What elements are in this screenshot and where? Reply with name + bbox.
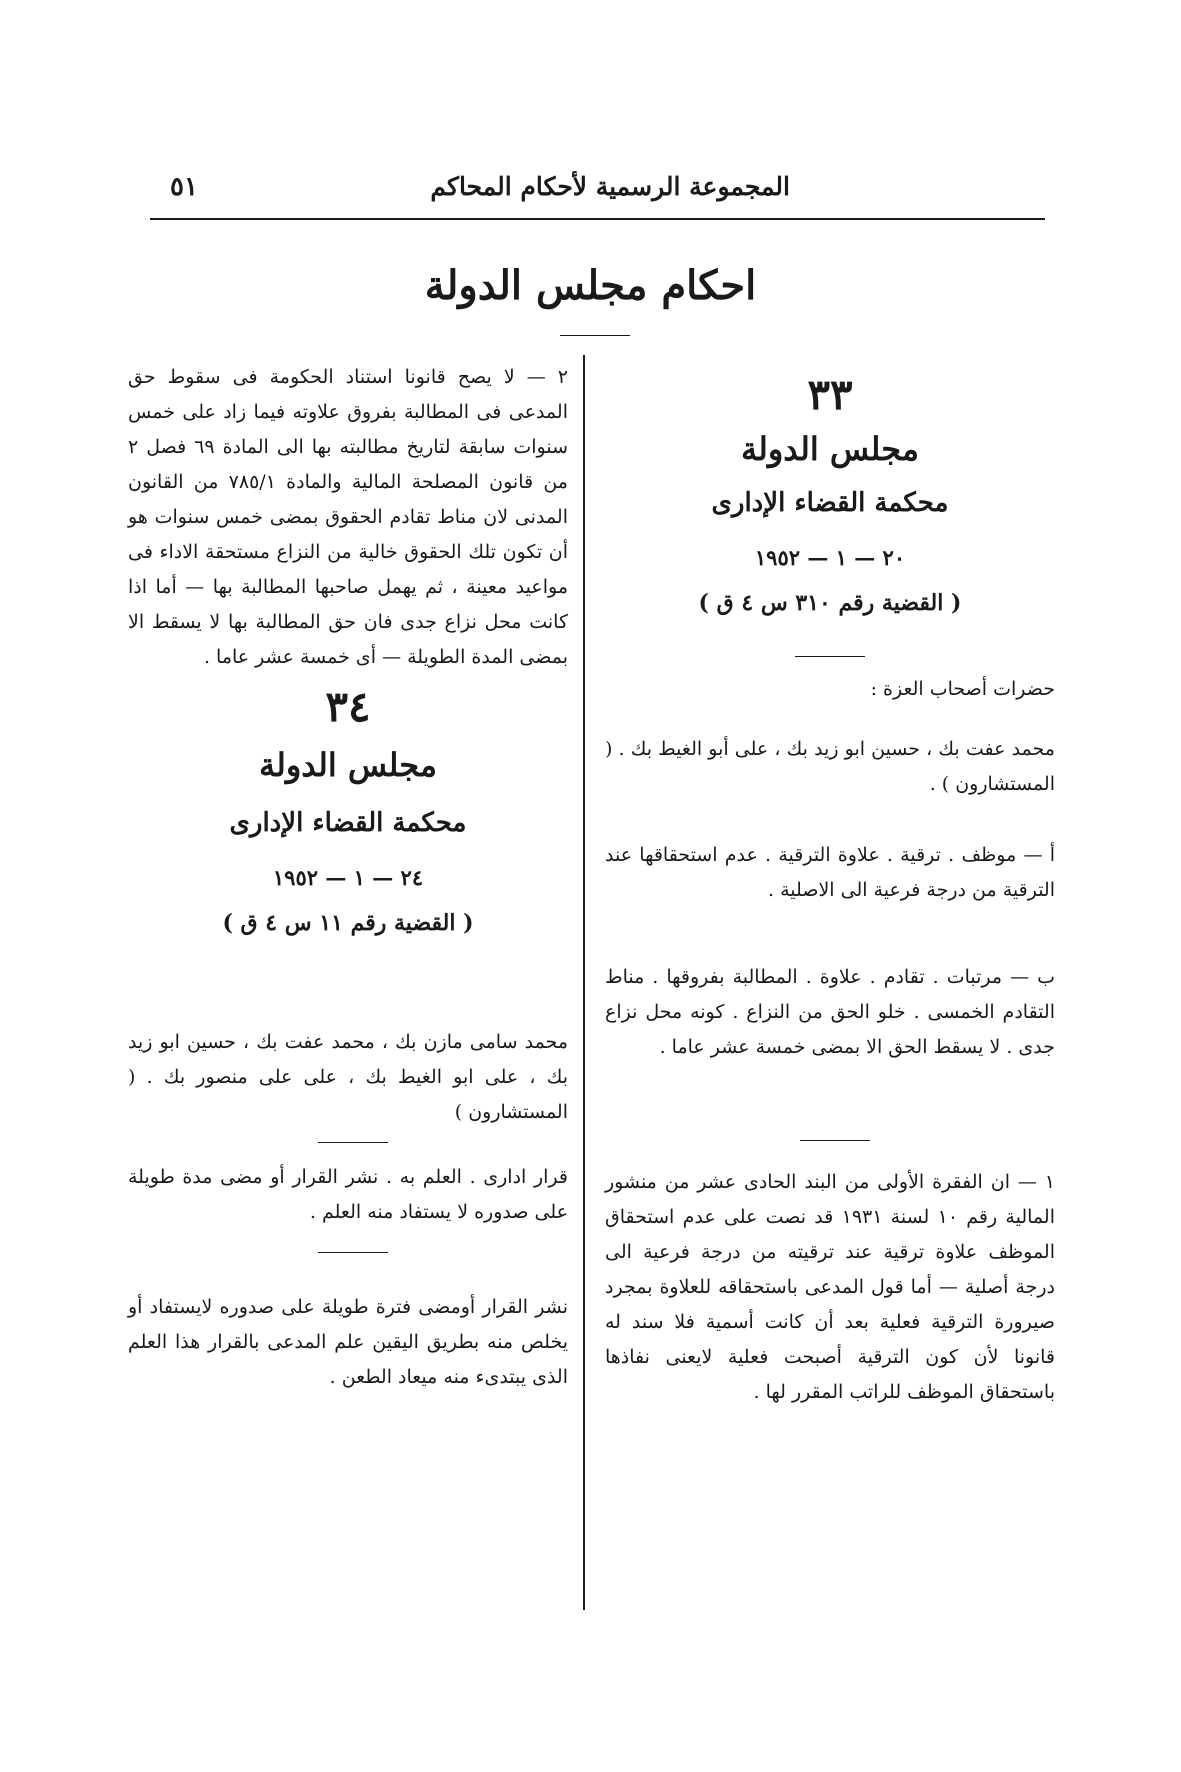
section-rule (800, 1140, 870, 1141)
section-rule (318, 1142, 388, 1143)
panel-heading: حضرات أصحاب العزة : (870, 678, 1055, 700)
chamber-name: محكمة القضاء الإدارى (711, 488, 949, 518)
header-rule (150, 218, 1045, 220)
page-number: ٥١ (170, 172, 198, 202)
section-rule (795, 656, 865, 657)
summary-a: أ — موظف . ترقية . علاوة الترقية . عدم استحقاقها عند الترقية من درجة فرعية الى الاصلية . (605, 844, 1055, 901)
case-reference: ( القضية رقم ١١ س ٤ ق ) (222, 910, 474, 936)
main-title: احكام مجلس الدولة (424, 262, 757, 309)
chamber-name: محكمة القضاء الإدارى (229, 808, 467, 838)
principle: نشر القرار أومضى فترة طويلة على صدوره لايستفاد أو يخلص منه بطريق اليقين علم المدعى بالقرار هذا العلم الذى يبتدىء منه ميعاد الطعن . (128, 1296, 568, 1388)
court-name: مجلس الدولة (258, 746, 438, 784)
column-divider (583, 355, 585, 1610)
judgment-date: ٢٠ — ١ — ١٩٥٢ (754, 545, 906, 570)
court-name: مجلس الدولة (740, 430, 920, 468)
judgment-date: ٢٤ — ١ — ١٩٥٢ (272, 865, 424, 890)
case-number-34: ٣٤ (325, 682, 371, 731)
panel-members: محمد عفت بك ، حسين ابو زيد بك ، على أبو الغيط بك . ( المستشارون ) . (605, 738, 1055, 795)
summary-b: ب — مرتبات . تقادم . علاوة . المطالبة بفروقها . مناط التقادم الخمسى . خلو الحق من النزاع . كونه محل نزاع جدى . لا يسقط الحق الا بمضى خمسة عشر عاما . (605, 966, 1055, 1058)
case-reference: ( القضية رقم ٣١٠ س ٤ ق ) (698, 590, 962, 616)
running-header (150, 172, 1040, 208)
section-rule (318, 1252, 388, 1253)
title-rule (560, 335, 630, 336)
principle-2: ٢ — لا يصح قانونا استناد الحكومة فى سقوط حق المدعى فى المطالبة بفروق علاوته فيما زاد على خمس سنوات سابقة لتاريخ مطالبته بها الى المادة ٦٩ فصل ٢ من قانون المصلحة المالية والمادة ٧٨٥/١ من القانون المدنى لان مناط تقادم الحقوق بمضى خمس سنوات هو أن تكون تلك الحقوق خالية من النزاع مستحقة الاداء فى مواعيد معينة ، ثم يهمل صاحبها المطالبة بها — أما اذا كانت محل نزاع جدى فان حق المطالبة بها لا يسقط الا بمضى المدة الطويلة — أى خمسة عشر عاما . (128, 366, 568, 668)
running-title: المجموعة الرسمية لأحكام المحاكم (430, 172, 790, 201)
summary: قرار ادارى . العلم به . نشر القرار أو مضى مدة طويلة على صدوره لا يستفاد منه العلم . (128, 1166, 568, 1223)
case-number-33: ٣٣ (807, 370, 853, 419)
panel-members: محمد سامى مازن بك ، محمد عفت بك ، حسين ابو زيد بك ، على ابو الغيط بك ، على على منصور بك . ( المستشارون ) (128, 1031, 568, 1123)
principle-1: ١ — ان الفقرة الأولى من البند الحادى عشر من منشور المالية رقم ١٠ لسنة ١٩٣١ قد نصت على عدم استحقاق الموظف علاوة ترقية عند ترقيته من درجة فرعية الى درجة أصلية — أما قول المدعى باستحقاقه للعلاوة بمجرد صيرورة الترقية فعلية بعد أن كانت أسمية فلا سند له قانونا لأن كون الترقية أصبحت فعلية لايعنى نفاذها باستحقاق الموظف للراتب المقرر لها . (605, 1171, 1055, 1403)
